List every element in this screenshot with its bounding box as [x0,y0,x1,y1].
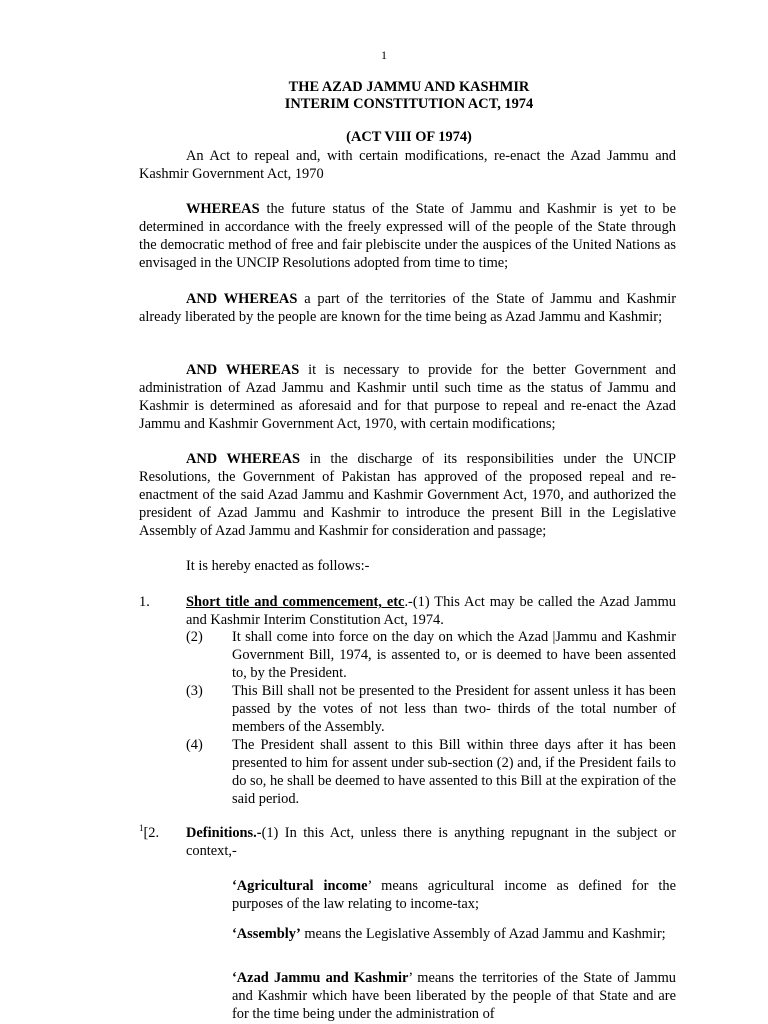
section-number [139,824,159,842]
act-title-line-1: THE AZAD JAMMU AND KASHMIR [288,79,530,95]
subsection-text: It shall come into force on the day on which the Azad |Jammu and Kashmir Government Bill, 1974, is assented to, or is deemed to have been assented to, by the President. [232,629,676,681]
definition-term: ‘Agricultural income [232,878,368,894]
whereas-clause-2 [139,290,676,326]
whereas-text: it is necessary to provide for the better Government and administration of Azad Jammu and Kashmir until such time as the status of Jammu and Kashmir is determined as aforesaid and for that purpose to repeal and re-enact the Azad Jammu and Kashmir Government Act, 1970, with certain modifications; [139,362,676,432]
act-number: (ACT VIII OF 1974) [346,129,472,145]
section-1 [186,593,676,629]
whereas-clause-3 [139,361,676,433]
whereas-lead: AND WHEREAS [186,451,301,467]
preamble: An Act to repeal and, with certain modifications, re-enact the Azad Jammu and Kashmir Government Act, 1970 [139,148,676,182]
section-heading: Definitions.- [186,825,262,841]
definition-text: means the Legislative Assembly of Azad Jammu and Kashmir; [300,926,666,942]
whereas-lead: AND WHEREAS [186,291,298,307]
definition-text: means the territories of the State of Jammu and Kashmir which have been liberated by the people of that State and are for the time being under the administration of [232,970,676,1022]
definition-term-close: ’ [408,970,413,986]
whereas-clause-4 [139,450,676,540]
subsection-text: This Bill shall not be presented to the President for assent unless it has been passed by the votes of not less than two- thirds of the total number of members of the Assembly. [232,683,676,735]
subsection-4 [186,736,676,808]
subsection-key: (2) [186,629,203,645]
whereas-lead: AND WHEREAS [186,362,300,378]
whereas-text: in the discharge of its responsibilities under the UNCIP Resolutions, the Government of Pakistan has approved of the proposed repeal and re-enactment of the said Azad Jammu and Kashmir Government Act, 1970, and authorized the president of Azad Jammu and Kashmir to introduce the present Bill in the Legislative Assembly of Azad Jammu and Kashmir for consideration and passage; [139,451,676,539]
definition-text: means agricultural income as defined for the purposes of the law relating to income-tax; [232,878,676,912]
whereas-clause-1 [139,200,676,272]
whereas-text: the future status of the State of Jammu and Kashmir is yet to be determined in accordance with the freely expressed will of the people of the State through the democratic method of free and fair plebiscite under the auspices of the United Nations as envisaged in the UNCIP Resolutions adopted from time to time; [139,201,676,271]
section-heading: Short title and commencement, etc [186,594,405,610]
enacting-formula: It is hereby enacted as follows:- [186,558,370,574]
section-2 [186,824,676,860]
footnote-mark: 1 [139,823,144,833]
subsection-3 [186,682,676,736]
definition-term: ‘Azad Jammu and Kashmir [232,970,409,986]
definition-term: ‘Assembly’ [232,926,301,942]
act-title-line-2: INTERIM CONSTITUTION ACT, 1974 [284,96,534,112]
subsection-key: (4) [186,737,203,753]
subsection-key: (3) [186,683,203,699]
section-number: 1. [139,594,150,610]
section-text: (1) In this Act, unless there is anything repugnant in the subject or context,- [186,825,676,859]
definition-term-close: ’ [367,878,372,894]
section-text: .-(1) This Act may be called the Azad Jammu and Kashmir Interim Constitution Act, 1974. [186,594,676,628]
definition-agricultural-income [232,877,676,913]
subsection-2 [186,628,676,682]
section-number-text: [2. [143,825,160,841]
definition-assembly [232,925,676,943]
page-number: 1 [381,48,387,62]
subsection-text: The President shall assent to this Bill within three days after it has been presented to him for assent under sub-section (2) and, if the President fails to do so, he shall be deemed to have assented to this Bill at the expiration of the said period. [232,737,677,807]
whereas-text: a part of the territories of the State of Jammu and Kashmir already liberated by the people are known for the time being as Azad Jammu and Kashmir; [139,291,676,325]
whereas-lead: WHEREAS [186,201,260,217]
definition-azad-jammu-and-kashmir [232,969,676,1023]
